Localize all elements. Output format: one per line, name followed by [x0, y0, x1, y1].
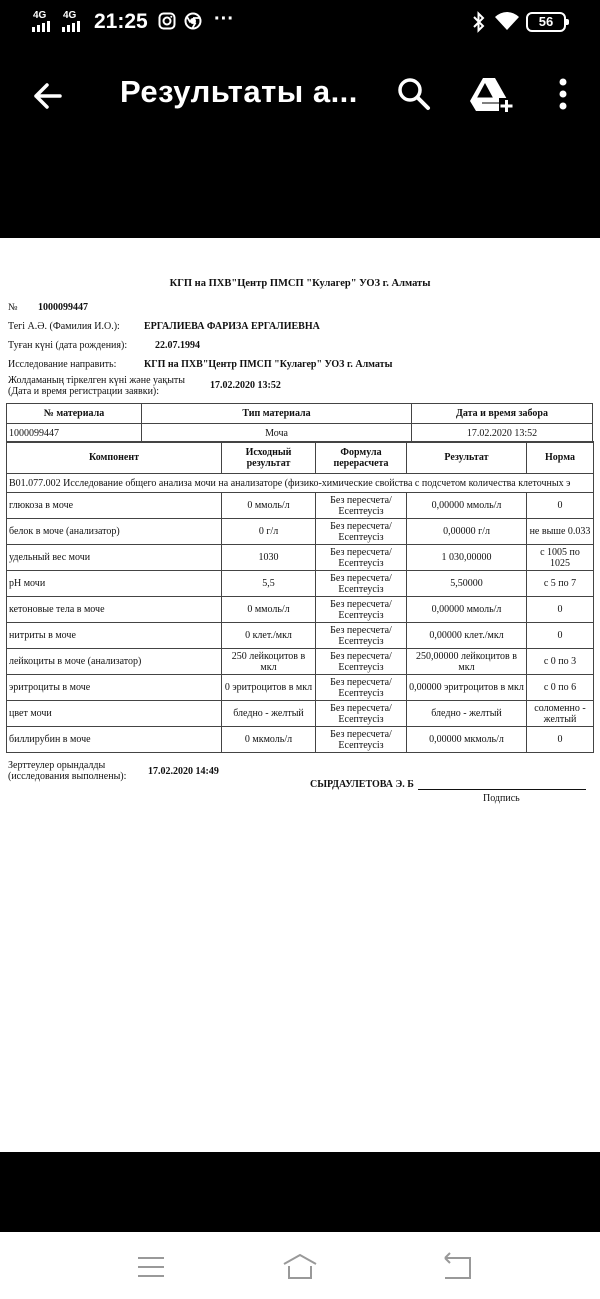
formula-cell: Без пересчета/ Есептеусіз	[316, 675, 407, 701]
document-page	[0, 238, 600, 1152]
component-header: Компонент	[7, 442, 222, 474]
norm-cell: 0	[527, 623, 594, 649]
result-cell: 0,00000 мкмоль/л	[407, 727, 527, 753]
initial-cell: 0 ммоль/л	[222, 493, 316, 519]
result-cell: бледно - желтый	[407, 701, 527, 727]
norm-cell: с 0 по 6	[527, 675, 594, 701]
initial-cell: бледно - желтый	[222, 701, 316, 727]
table-row	[7, 597, 594, 623]
component-cell: pH мочи	[7, 571, 222, 597]
component-cell: белок в моче (анализатор)	[7, 519, 222, 545]
result-cell: 0,00000 клет./мкл	[407, 623, 527, 649]
table-row	[7, 571, 594, 597]
signature-label: Подпись	[483, 793, 520, 804]
material-number: 1000099447	[7, 424, 142, 443]
component-cell: цвет мочи	[7, 701, 222, 727]
navigation-bar	[0, 1232, 600, 1299]
initial-cell: 1030	[222, 545, 316, 571]
registered-label-kz: Жолдаманың тіркелген күні және уақыты	[8, 375, 186, 386]
network-type-2: 4G	[63, 10, 77, 21]
material-type: Моча	[142, 424, 412, 443]
norm-cell: не выше 0.033	[527, 519, 594, 545]
back-arrow-icon[interactable]	[28, 76, 68, 116]
material-date-header: Дата и время забора	[412, 404, 593, 424]
referral-value: КГП на ПХВ"Центр ПМСП "Кулагер" УОЗ г. Алматы	[144, 359, 393, 370]
component-cell: глюкоза в моче	[7, 493, 222, 519]
formula-cell: Без пересчета/ Есептеусіз	[316, 519, 407, 545]
search-icon[interactable]	[394, 74, 434, 114]
signature-line	[418, 789, 586, 790]
norm-cell: 0	[527, 597, 594, 623]
home-nav-icon[interactable]	[280, 1250, 320, 1284]
dob-label: Туған күні (дата рождения):	[8, 340, 128, 351]
table-row	[7, 649, 594, 675]
initial-cell: 250 лейкоцитов в мкл	[222, 649, 316, 675]
formula-cell: Без пересчета/ Есептеусіз	[316, 727, 407, 753]
result-cell: 250,00000 лейкоцитов в мкл	[407, 649, 527, 675]
registered-label-ru: (Дата и время регистрации заявки):	[8, 386, 160, 397]
result-cell: 0,00000 ммоль/л	[407, 597, 527, 623]
registered-value: 17.02.2020 13:52	[210, 380, 281, 391]
component-cell: кетоновые тела в моче	[7, 597, 222, 623]
norm-cell: 0	[527, 493, 594, 519]
formula-cell: Без пересчета/ Есептеусіз	[316, 493, 407, 519]
signal-2-icon	[62, 10, 84, 32]
drive-add-icon[interactable]	[470, 74, 514, 114]
component-cell: нитриты в моче	[7, 623, 222, 649]
component-cell: удельный вес мочи	[7, 545, 222, 571]
norm-cell: с 1005 по 1025	[527, 545, 594, 571]
formula-cell: Без пересчета/ Есептеусіз	[316, 701, 407, 727]
back-nav-icon[interactable]	[437, 1250, 477, 1284]
battery-icon	[526, 12, 566, 32]
table-row	[7, 493, 594, 519]
signer-name: СЫРДАУЛЕТОВА Э. Б	[310, 779, 414, 790]
signal-1-icon	[32, 10, 54, 32]
formula-cell: Без пересчета/ Есептеусіз	[316, 623, 407, 649]
wifi-icon	[494, 12, 520, 32]
name-label: Тегі А.Ә. (Фамилия И.О.):	[8, 321, 120, 332]
norm-cell: с 0 по 3	[527, 649, 594, 675]
document-header: КГП на ПХВ"Центр ПМСП "Кулагер" УОЗ г. Алматы	[169, 278, 431, 289]
initial-cell: 0 клет./мкл	[222, 623, 316, 649]
result-header: Результат	[407, 442, 527, 474]
component-cell: биллирубин в моче	[7, 727, 222, 753]
status-bar	[0, 0, 600, 46]
network-type-1: 4G	[33, 10, 47, 21]
result-cell: 0,00000 ммоль/л	[407, 493, 527, 519]
results-table	[6, 441, 594, 753]
referral-label: Исследование направить:	[8, 359, 117, 370]
bottom-toolbar	[0, 1152, 600, 1232]
study-title: В01.077.002 Исследование общего анализа мочи на анализаторе (физико-химические свойства с подсчетом количества клеточных э	[7, 474, 594, 493]
menu-nav-icon[interactable]	[131, 1250, 171, 1284]
table-row	[7, 545, 594, 571]
table-row	[7, 623, 594, 649]
formula-header: Формула перерасчета	[316, 442, 407, 474]
material-type-header: Тип материала	[142, 404, 412, 424]
number-label: №	[8, 302, 18, 313]
formula-cell: Без пересчета/ Есептеусіз	[316, 545, 407, 571]
formula-cell: Без пересчета/ Есептеусіз	[316, 649, 407, 675]
number-value: 1000099447	[38, 302, 88, 313]
material-date: 17.02.2020 13:52	[412, 424, 593, 443]
norm-cell: с 5 по 7	[527, 571, 594, 597]
clock: 21:25	[94, 10, 148, 33]
chrome-icon	[184, 12, 202, 30]
more-vert-icon[interactable]	[548, 74, 578, 114]
initial-cell: 0 ммоль/л	[222, 597, 316, 623]
norm-cell: соломенно - желтый	[527, 701, 594, 727]
table-row	[7, 675, 594, 701]
formula-cell: Без пересчета/ Есептеусіз	[316, 571, 407, 597]
formula-cell: Без пересчета/ Есептеусіз	[316, 597, 407, 623]
dob-value: 22.07.1994	[155, 340, 200, 351]
result-cell: 0,00000 эритроцитов в мкл	[407, 675, 527, 701]
initial-cell: 5,5	[222, 571, 316, 597]
component-cell: лейкоциты в моче (анализатор)	[7, 649, 222, 675]
result-cell: 5,50000	[407, 571, 527, 597]
material-table	[6, 403, 593, 443]
norm-header: Норма	[527, 442, 594, 474]
initial-cell: 0 эритроцитов в мкл	[222, 675, 316, 701]
initial-cell: 0 г/л	[222, 519, 316, 545]
component-cell: эритроциты в моче	[7, 675, 222, 701]
name-value: ЕРГАЛИЕВА ФАРИЗА ЕРГАЛИЕВНА	[144, 321, 320, 332]
completed-label-ru: (исследования выполнены):	[8, 771, 127, 782]
completed-label-kz: Зерттеулер орындалды	[8, 760, 106, 771]
initial-cell: 0 мкмоль/л	[222, 727, 316, 753]
table-row	[7, 727, 594, 753]
result-cell: 0,00000 г/л	[407, 519, 527, 545]
material-number-header: № материала	[7, 404, 142, 424]
table-row	[7, 519, 594, 545]
table-row	[7, 701, 594, 727]
more-notifications-icon: ···	[214, 8, 234, 30]
norm-cell: 0	[527, 727, 594, 753]
app-bar	[0, 46, 600, 238]
initial-header: Исходный результат	[222, 442, 316, 474]
instagram-icon	[158, 12, 176, 30]
completed-value: 17.02.2020 14:49	[148, 766, 219, 777]
result-cell: 1 030,00000	[407, 545, 527, 571]
battery-level: 56	[538, 14, 554, 29]
page-title: Результаты а...	[120, 74, 358, 109]
bluetooth-icon	[472, 11, 486, 33]
